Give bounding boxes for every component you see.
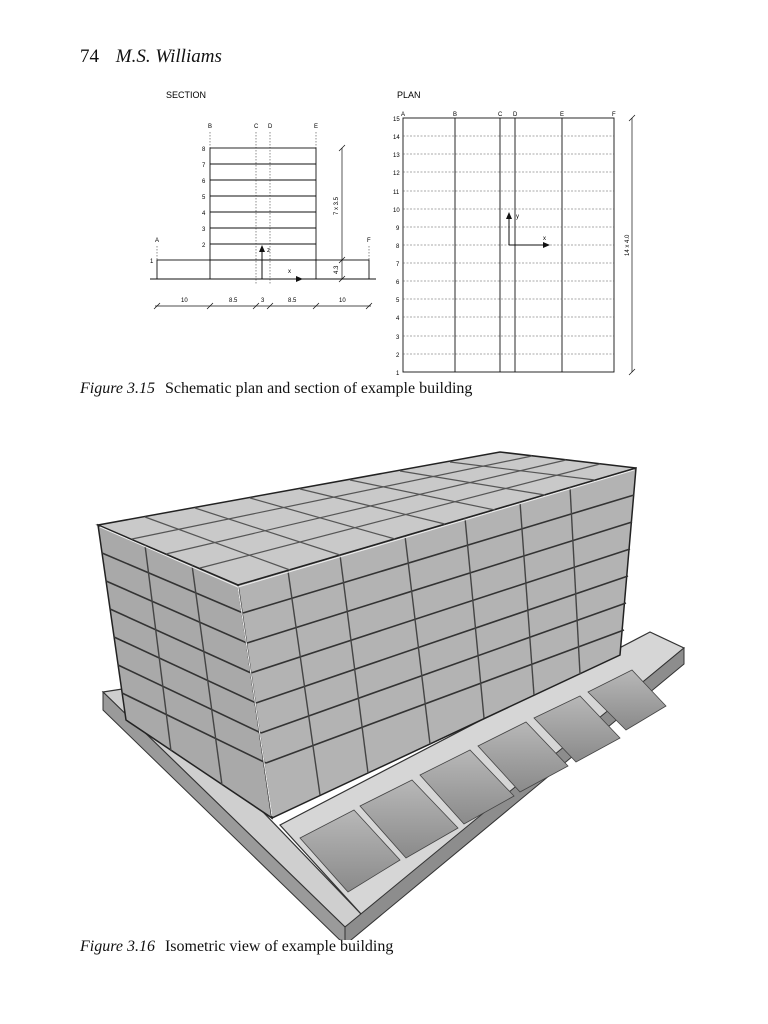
author-name: M.S. Williams (115, 46, 222, 67)
z-axis-arrow (259, 245, 265, 252)
section-axes (262, 250, 298, 279)
x-axis-arrow (296, 276, 303, 282)
figure-3-16-caption (80, 938, 393, 956)
bay-width-label: 10 (181, 298, 188, 304)
plan-row-label: 13 (393, 153, 400, 159)
plan-row-labels (393, 117, 400, 377)
plan-grid-label-c: C (498, 112, 503, 118)
floor-level-label: 4 (202, 211, 206, 217)
section-grid-label-e: E (314, 124, 319, 130)
page-number: 74 (80, 46, 99, 67)
plan-row-label: 2 (396, 353, 400, 359)
section-grid-label-b: B (208, 124, 213, 130)
plan-row-label: 8 (396, 244, 400, 250)
ground-height-dimension: 4.3 (334, 265, 340, 274)
plan-gridline-labels (401, 112, 616, 118)
plan-length-dimension-label: 14 x 4.0 (625, 234, 631, 256)
storey-height-dimension: 7 x 3.5 (334, 196, 340, 215)
plan-grid-label-e: E (560, 112, 565, 118)
figure-number: Figure 3.16 (80, 938, 155, 955)
plan-axis-x-label: x (543, 236, 546, 242)
section-grid-label-c: C (254, 124, 259, 130)
bay-width-label: 8.5 (288, 298, 297, 304)
section-axis-z-label: z (267, 248, 270, 254)
floor-level-label: 6 (202, 179, 206, 185)
floor-level-label: 3 (202, 227, 206, 233)
floor-level-label: 2 (202, 243, 206, 249)
plan-row-label: 15 (393, 117, 400, 123)
figure-3-16-isometric-render (0, 440, 768, 940)
floor-level-label: 8 (202, 147, 206, 153)
section-title: SECTION (166, 90, 207, 100)
figure-3-15-caption (80, 380, 472, 398)
plan-axis-y-label: y (516, 214, 519, 220)
plan-row-label: 12 (393, 171, 400, 177)
plan-row-label: 14 (393, 135, 400, 141)
bay-width-label: 8.5 (229, 298, 238, 304)
plan-row-label: 6 (396, 280, 400, 286)
plan-row-label: 7 (396, 262, 400, 268)
caption-text: Isometric view of example building (164, 938, 394, 955)
plan-axes (509, 218, 544, 245)
floor-level-label: 1 (150, 259, 154, 265)
bay-width-label: 3 (261, 298, 265, 304)
plan-row-label: 9 (396, 226, 400, 232)
plan-title: PLAN (397, 90, 421, 100)
figure-number: Figure 3.15 (80, 380, 155, 397)
section-grid-label-d: D (268, 124, 273, 130)
plan-row-label: 1 (396, 371, 400, 377)
caption-text: Schematic plan and section of example building (164, 380, 473, 397)
bay-width-label: 10 (339, 298, 346, 304)
plan-row-label: 4 (396, 316, 400, 322)
running-head (80, 46, 222, 68)
plan-x-axis-arrow (543, 242, 550, 248)
figure-3-15-drawing (0, 80, 768, 380)
plan-grid-label-f: F (612, 112, 616, 118)
plan-row-label: 11 (393, 190, 400, 196)
section-grid-label-f: F (367, 238, 371, 244)
section-bay-widths (181, 298, 346, 304)
y-axis-arrow (506, 212, 512, 219)
floor-level-label: 5 (202, 195, 206, 201)
plan-row-label: 3 (396, 335, 400, 341)
plan-grid-label-d: D (513, 112, 518, 118)
section-grid-label-a: A (155, 238, 160, 244)
plan-grid-label-b: B (453, 112, 458, 118)
section-floor-levels (150, 147, 206, 265)
section-axis-x-label: x (288, 269, 291, 275)
plan-row-label: 5 (396, 298, 400, 304)
floor-level-label: 7 (202, 163, 206, 169)
plan-row-label: 10 (393, 208, 400, 214)
plan-grid-label-a: A (401, 112, 406, 118)
